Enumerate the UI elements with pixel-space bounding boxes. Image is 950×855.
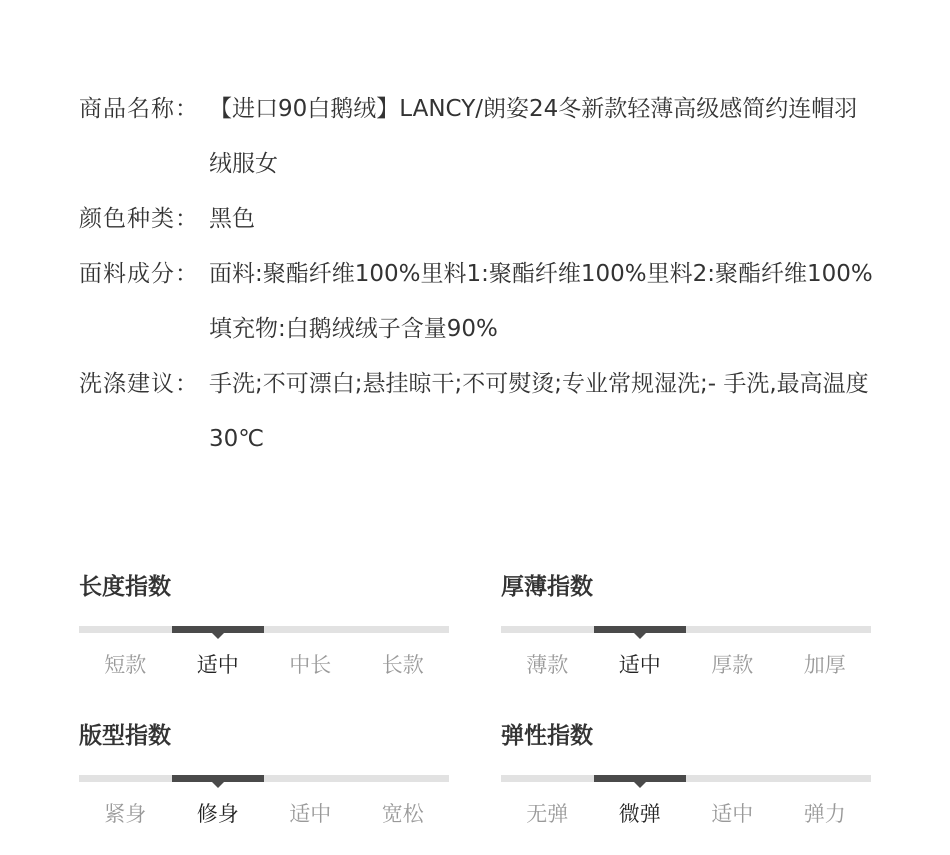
pointer-icon: [212, 633, 224, 639]
index-title: 版型指数: [79, 723, 171, 749]
track-segment: [79, 775, 172, 782]
spec-label: 商品名称：: [79, 96, 199, 122]
pointer-icon: [212, 782, 224, 788]
track-segment: [264, 626, 357, 633]
spec-value: 黑色: [209, 206, 255, 232]
index-option-selected: 适中: [196, 653, 239, 677]
index-options: [79, 651, 449, 679]
index-option: 无弹: [526, 802, 569, 826]
index-title: 长度指数: [79, 574, 171, 600]
index-option-selected: 适中: [618, 653, 661, 677]
spec-value: 面料:聚酯纤维100%里料1:聚酯纤维100%里料2:聚酯纤维100%填充物:白鹅绒绒子含量90%: [209, 261, 873, 342]
spec-row-name: [79, 82, 879, 192]
track-segment: [357, 775, 450, 782]
index-option: 中长: [289, 653, 332, 677]
spec-value: 【进口90白鹅绒】LANCY/朗姿24冬新款轻薄高级感简约连帽羽绒服女: [209, 96, 858, 177]
spec-row-fabric: [79, 247, 879, 357]
product-spec-list: [79, 82, 879, 467]
track-segment: [79, 626, 172, 633]
index-option-selected: 修身: [196, 802, 239, 826]
index-option: 长款: [381, 653, 424, 677]
track-segment: [357, 626, 450, 633]
index-track: [501, 626, 871, 633]
fit-index: [79, 721, 449, 828]
spec-label: 面料成分：: [79, 261, 199, 287]
track-segment: [501, 775, 594, 782]
index-track: [79, 626, 449, 633]
index-title: 弹性指数: [501, 723, 593, 749]
index-option-selected: 微弹: [618, 802, 661, 826]
index-option: 加厚: [803, 653, 846, 677]
index-option: 宽松: [381, 802, 424, 826]
track-segment: [686, 775, 779, 782]
index-option: 薄款: [526, 653, 569, 677]
elasticity-index: [501, 721, 871, 828]
track-segment: [779, 626, 872, 633]
track-segment: [264, 775, 357, 782]
spec-row-washing: [79, 357, 879, 467]
index-track: [79, 775, 449, 782]
spec-label: 洗涤建议：: [79, 371, 199, 397]
index-option: 厚款: [711, 653, 754, 677]
index-option: 短款: [104, 653, 147, 677]
track-segment-active: [172, 626, 265, 633]
track-segment-active: [594, 775, 687, 782]
spec-value: 手洗;不可漂白;悬挂晾干;不可熨烫;专业常规湿洗;- 手洗,最高温度30℃: [209, 371, 869, 452]
index-track: [501, 775, 871, 782]
index-options: [501, 651, 871, 679]
pointer-icon: [634, 782, 646, 788]
thickness-index: [501, 572, 871, 679]
index-options: [79, 800, 449, 828]
index-title: 厚薄指数: [501, 574, 593, 600]
track-segment: [779, 775, 872, 782]
track-segment-active: [172, 775, 265, 782]
index-option: 紧身: [104, 802, 147, 826]
index-option: 适中: [289, 802, 332, 826]
index-option: 弹力: [803, 802, 846, 826]
pointer-icon: [634, 633, 646, 639]
track-segment: [501, 626, 594, 633]
index-options: [501, 800, 871, 828]
track-segment-active: [594, 626, 687, 633]
track-segment: [686, 626, 779, 633]
index-option: 适中: [711, 802, 754, 826]
length-index: [79, 572, 449, 679]
spec-label: 颜色种类：: [79, 206, 199, 232]
spec-row-color: [79, 192, 879, 247]
